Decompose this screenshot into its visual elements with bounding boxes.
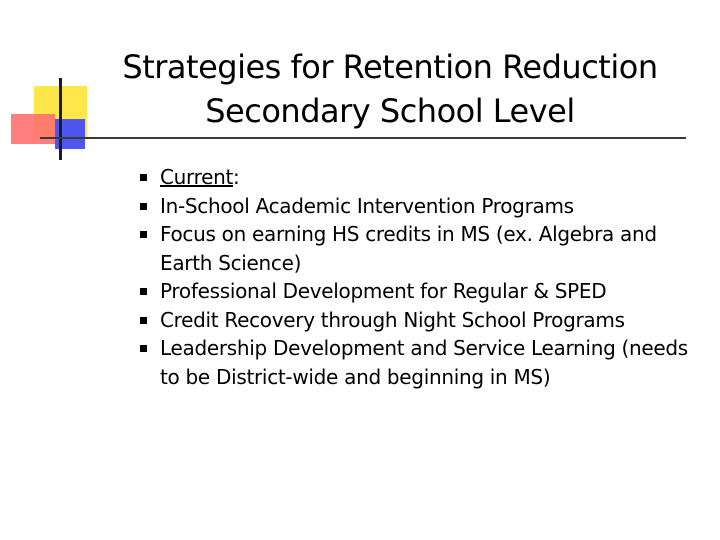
- bullet-text: In-School Academic Intervention Programs: [160, 193, 574, 218]
- bullet-list: [140, 163, 700, 391]
- square-bullet-icon: [140, 288, 147, 295]
- title-line-2: Secondary School Level: [205, 92, 575, 130]
- bullet-item: [140, 306, 700, 335]
- square-bullet-icon: [140, 345, 147, 352]
- bullet-item: [140, 277, 700, 306]
- title-line-1: Strategies for Retention Reduction: [122, 48, 658, 86]
- square-bullet-icon: [140, 174, 147, 181]
- decor-pink-rectangle: [11, 114, 55, 144]
- bullet-text: Credit Recovery through Night School Programs: [160, 307, 625, 332]
- bullet-item-current: [140, 163, 700, 192]
- bullet-text: Focus on earning HS credits in MS (ex. Algebra and Earth Science): [160, 222, 657, 275]
- title-divider-line: [40, 137, 686, 139]
- slide-title: [110, 45, 670, 133]
- bullet-item: [140, 334, 700, 391]
- square-bullet-icon: [140, 231, 147, 238]
- bullet-text: Leadership Development and Service Learning (needs to be District-wide and beginning in MS): [160, 336, 688, 389]
- square-bullet-icon: [140, 317, 147, 324]
- bullet-current-colon: :: [233, 165, 240, 189]
- bullet-current-label: Current: [160, 165, 234, 189]
- bullet-item: [140, 192, 700, 221]
- square-bullet-icon: [140, 203, 147, 210]
- decor-vertical-line: [59, 78, 62, 160]
- bullet-text: Professional Development for Regular & SPED: [160, 279, 607, 303]
- bullet-item: [140, 220, 700, 277]
